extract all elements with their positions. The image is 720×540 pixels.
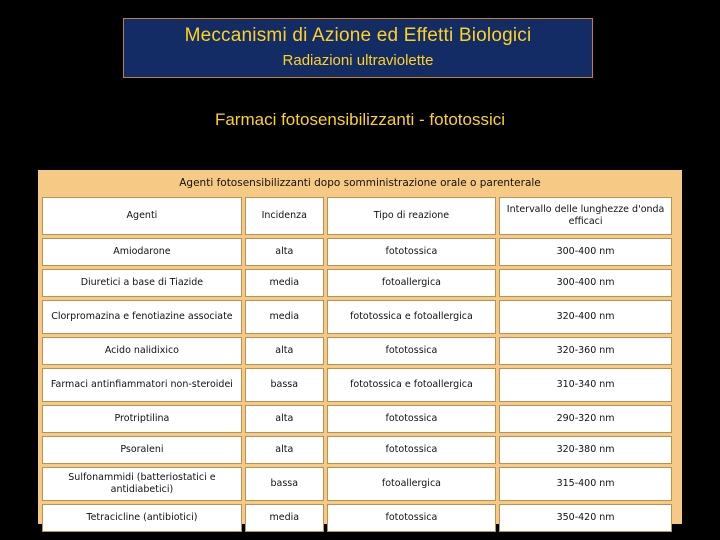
table-row [42, 368, 672, 402]
cell-incidence: bassa [245, 467, 324, 501]
page-title: Meccanismi di Azione ed Effetti Biologici [184, 25, 532, 46]
cell-wavelength: 300-400 nm [499, 269, 672, 297]
cell-agent: Diuretici a base di Tiazide [42, 269, 242, 297]
table-header-row [42, 197, 672, 235]
cell-reaction: fotoallergica [327, 467, 496, 501]
cell-wavelength: 300-400 nm [499, 238, 672, 266]
column-header-reaction-type: Tipo di reazione [327, 197, 496, 235]
cell-incidence: alta [245, 405, 324, 433]
cell-agent: Psoraleni [42, 436, 242, 464]
cell-agent: Sulfonammidi (batteriostatici e antidiabetici) [42, 467, 242, 501]
cell-wavelength: 320-360 nm [499, 337, 672, 365]
title-box [123, 18, 593, 78]
drug-table [39, 194, 675, 535]
table-row [42, 436, 672, 464]
section-title: Farmaci fotosensibilizzanti - fototossici [214, 110, 506, 129]
cell-incidence: alta [245, 436, 324, 464]
cell-reaction: fototossica [327, 504, 496, 532]
cell-reaction: fototossica [327, 436, 496, 464]
table-row [42, 467, 672, 501]
table-row [42, 337, 672, 365]
cell-incidence: alta [245, 337, 324, 365]
cell-agent: Protriptilina [42, 405, 242, 433]
cell-reaction: fototossica [327, 405, 496, 433]
cell-incidence: bassa [245, 368, 324, 402]
cell-agent: Acido nalidixico [42, 337, 242, 365]
cell-reaction: fototossica [327, 337, 496, 365]
cell-reaction: fototossica e fotoallergica [327, 300, 496, 334]
cell-agent: Clorpromazina e fenotiazine associate [42, 300, 242, 334]
cell-incidence: alta [245, 238, 324, 266]
cell-incidence: media [245, 269, 324, 297]
table-row [42, 300, 672, 334]
cell-wavelength: 320-400 nm [499, 300, 672, 334]
cell-reaction: fototossica e fotoallergica [327, 368, 496, 402]
cell-wavelength: 315-400 nm [499, 467, 672, 501]
cell-wavelength: 320-380 nm [499, 436, 672, 464]
table-row [42, 504, 672, 532]
column-header-incidence: Incidenza [245, 197, 324, 235]
cell-agent: Farmaci antinfiammatori non-steroidei [42, 368, 242, 402]
drug-table-frame [38, 170, 682, 524]
cell-agent: Tetracicline (antibiotici) [42, 504, 242, 532]
cell-incidence: media [245, 300, 324, 334]
page-subtitle: Radiazioni ultraviolette [282, 52, 434, 69]
column-header-wavelength: Intervallo delle lunghezze d'onda efficaci [499, 197, 672, 235]
cell-wavelength: 290-320 nm [499, 405, 672, 433]
cell-incidence: media [245, 504, 324, 532]
table-row [42, 269, 672, 297]
cell-agent: Amiodarone [42, 238, 242, 266]
cell-reaction: fototossica [327, 238, 496, 266]
table-caption: Agenti fotosensibilizzanti dopo somministrazione orale o parenterale [179, 177, 541, 189]
column-header-agents: Agenti [42, 197, 242, 235]
table-row [42, 405, 672, 433]
cell-wavelength: 310-340 nm [499, 368, 672, 402]
cell-wavelength: 350-420 nm [499, 504, 672, 532]
cell-reaction: fotoallergica [327, 269, 496, 297]
table-row [42, 238, 672, 266]
